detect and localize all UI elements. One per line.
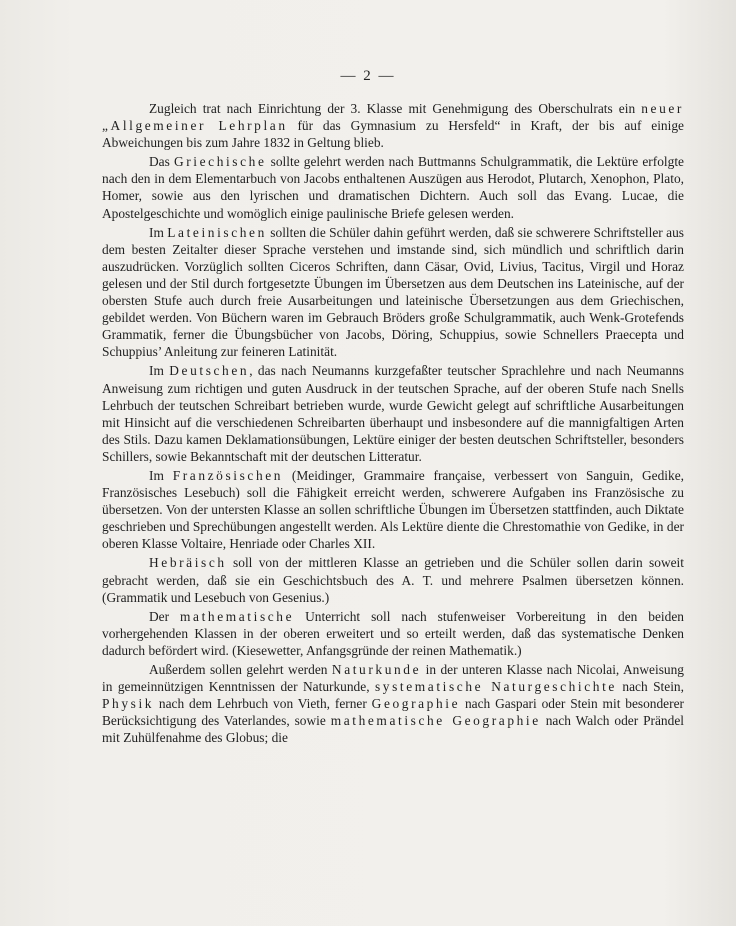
- page-number: — 2 —: [340, 68, 396, 84]
- paragraph-text: Zugleich trat nach Einrichtung der 3. Klasse mit Genehmigung des Oberschulrats ein: [149, 101, 642, 116]
- paragraph: [102, 661, 684, 746]
- paragraph-text: für das Gymnasium zu Hersfeld“ in Kraft, der bis auf einige Abweichungen bis zum Jahre 1832 in Geltung blieb.: [102, 118, 684, 151]
- paragraph: [102, 362, 684, 465]
- paragraph: [102, 467, 684, 552]
- paragraph-text: sollte gelehrt werden nach Buttmanns Schulgrammatik, die Lektüre erfolgte nach den in dem Elementarbuch von Jacobs enthaltenen Auszügen aus Herodot, Plutarch, Xenophon, Plato, Homer, sowie aus den lyrischen und dramatischen Dichtern. Auch soll das Evang. Lucae, die Apostelgeschichte und womöglich einige paulinische Briefe gelesen werden.: [102, 154, 684, 221]
- body-text: [102, 100, 684, 748]
- paragraph-text: nach Stein,: [616, 679, 684, 695]
- spaced-emphasis-text: Hebräisch: [149, 555, 227, 571]
- paragraph-text: sollten die Schüler dahin geführt werden, daß sie schwerere Schriftsteller aus dem besten Zeitalter dieser Sprache verstehen und imstande sind, sich mündlich und schriftlich darin auszudrücken. Vorzüglich sollten Ciceros Schriften, dann Cäsar, Ovid, Livius, Tacitus, Virgil und Horaz gelesen und der Stil durch fortgesetzte Übungen im Übersetzen aus dem Deutschen ins Lateinische, auf der obersten Stufe auch durch freie Ausarbeitungen und lateinische Übersetzungen aus dem Griechischen, gebildet werden. Von Büchern waren im Gebrauch Bröders große Schulgrammatik, auch Wenk-Grotefends Grammatik, ferner die Übungsbücher von Jacobs, Döring, Schuppius, sowie Schnellers Praecepta und Schuppius’ Anleitung zur feineren Latinität.: [102, 224, 684, 360]
- paragraph-text: Im: [149, 467, 173, 483]
- spaced-emphasis-text: neuer „Allgemeiner Lehrplan: [102, 101, 684, 134]
- paragraph-text: Das: [149, 154, 174, 170]
- spaced-emphasis-text: Naturkunde: [331, 662, 422, 677]
- spaced-emphasis-text: mathematische: [180, 608, 295, 624]
- spaced-emphasis-text: Französischen: [172, 467, 284, 483]
- paragraph: [102, 153, 684, 221]
- paragraph-text: in der unteren Klasse nach Nicolai, Anweisung in gemeinnützigen Kenntnissen der Naturkunde,: [102, 662, 684, 695]
- paragraph: [102, 100, 684, 151]
- paragraph-text: nach dem Lehrbuch von Vieth, ferner: [154, 696, 372, 712]
- paragraph-text: Unterricht soll nach stufenweiser Vorbereitung in den beiden vorhergehenden Klassen in der oberen erweitert und so erteilt werden, daß das systematische Denken dadurch befördert wird. (Kiesewetter, Anfangsgründe der reinen Mathematik.): [102, 608, 684, 658]
- paragraph-text: Außerdem sollen gelehrt werden: [149, 662, 332, 677]
- paragraph-text: soll von der mittleren Klasse an getrieben und die Schüler sollen darin soweit gebracht werden, daß sie ein Geschichtsbuch des A. T. und mehrere Psalmen übersetzen können. (Grammatik und Lesebuch von Gesenius.): [102, 555, 684, 605]
- paragraph: [102, 554, 684, 605]
- spaced-emphasis-text: Physik: [102, 696, 155, 712]
- spaced-emphasis-text: Geographie: [371, 696, 461, 712]
- paragraph-text: Im: [149, 224, 168, 240]
- paragraph: [102, 224, 684, 361]
- paragraph-text: nach Walch oder Prändel mit Zuhülfenahme des Globus; die: [102, 713, 684, 746]
- spaced-emphasis-text: systematische Naturgeschichte: [374, 679, 617, 695]
- spaced-emphasis-text: mathematische Geographie: [330, 713, 541, 729]
- paragraph-text: , das nach Neumanns kurzgefaßter teutscher Sprachlehre und nach Neumanns Anweisung zum richtigen und guten Ausdruck in der teutschen Sprache, auf der oberen Stufe nach Snells Lehrbuch der teutschen Schreibart betrieben wurde, wurde Gewicht gelegt auf schriftliche Ausarbeitungen mit Hinsicht auf die verschiedenen Schreibarten überhaupt und insbesondere auf die mannigfaltigen Arten des Stils. Dazu kamen Deklamationsübungen, Lektüre einiger der besten deutschen Schriftsteller, besonders Schillers, sowie Bekanntschaft mit der deutschen Litteratur.: [102, 363, 684, 464]
- paragraph-text: Der: [149, 608, 181, 624]
- paragraph-text: Im: [149, 363, 170, 379]
- spaced-emphasis-text: Lateinischen: [167, 224, 267, 240]
- paragraph-text: nach Gaspari oder Stein mit besonderer Berücksichtigung des Vaterlandes, sowie: [102, 696, 684, 729]
- paragraph: [102, 608, 684, 659]
- paragraph-text: (Meidinger, Grammaire française, verbessert von Sanguin, Gedike, Französisches Lesebuch) soll die Fähigkeit erreicht werden, schwerere Aufgaben ins Französische zu übersetzen. Von der untersten Klasse an sollen schriftliche Übungen im Übersetzen stattfinden, auch Diktate geschrieben und Sprechübungen angestellt werden. Als Lektüre diente die Chrestomathie von Gedike, in der oberen Klasse Voltaire, Henriade oder Charles XII.: [102, 467, 684, 552]
- spaced-emphasis-text: Deutschen: [169, 363, 250, 379]
- spaced-emphasis-text: Griechische: [173, 154, 267, 170]
